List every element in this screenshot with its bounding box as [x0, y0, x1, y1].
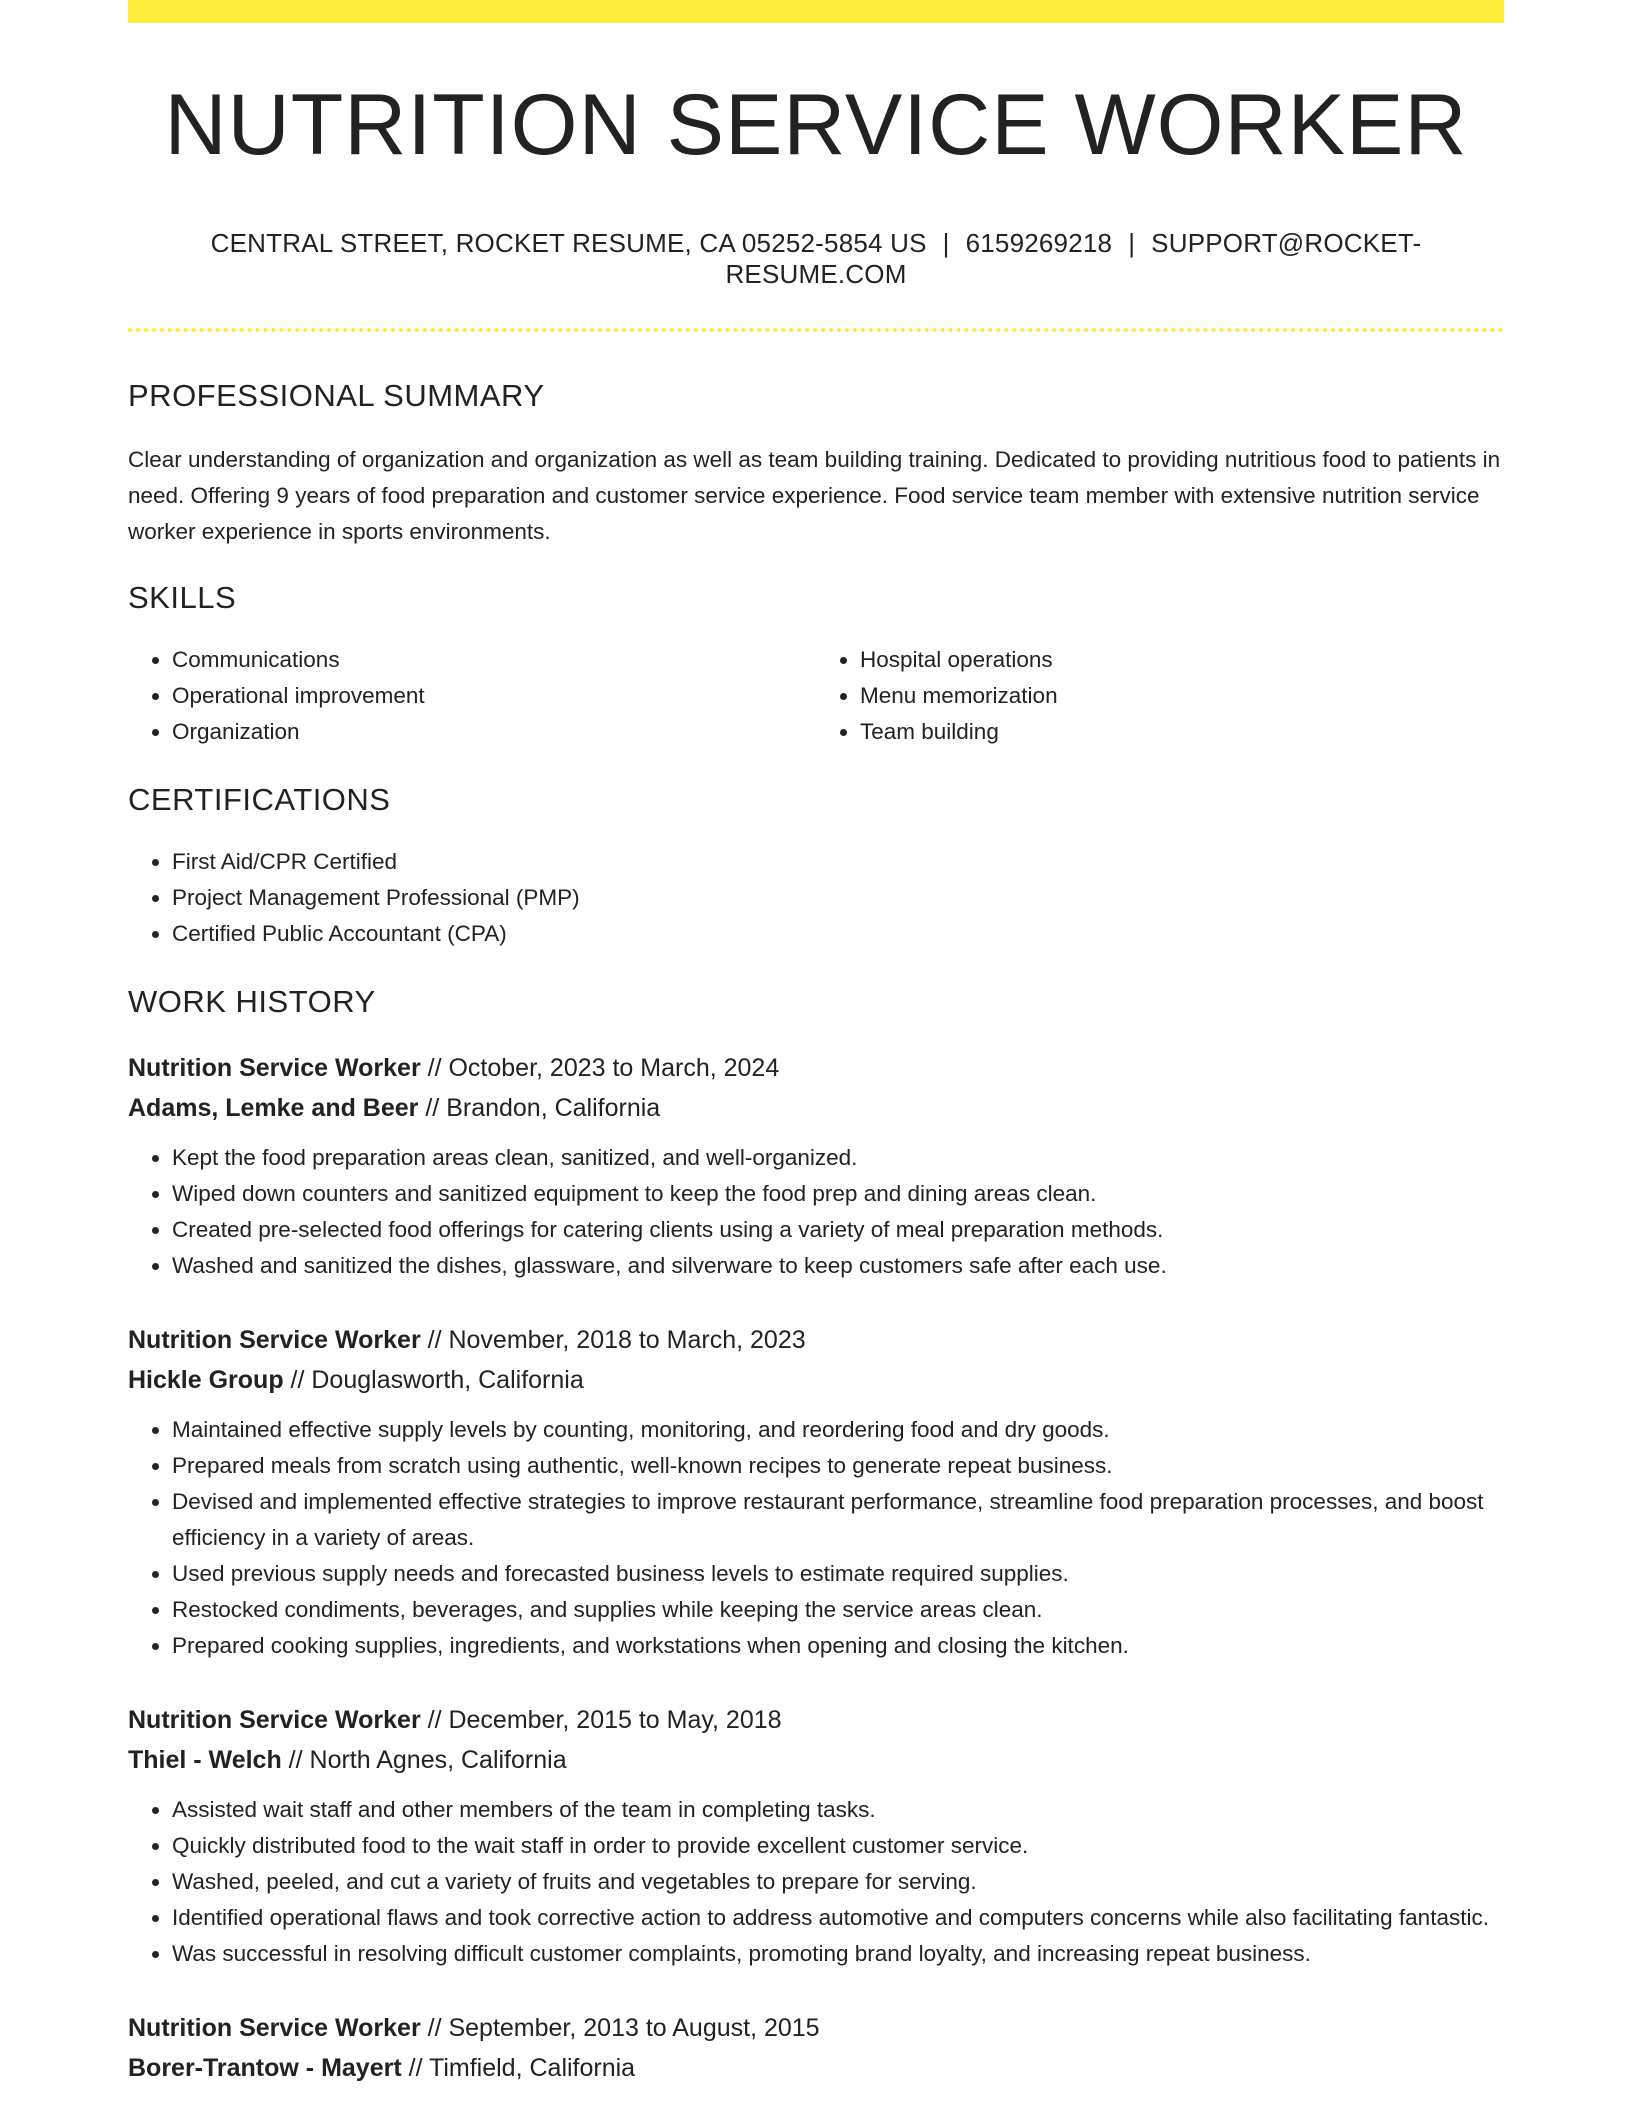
- skills-column-left: [128, 642, 816, 750]
- job-location: // Brandon, California: [418, 1094, 661, 1123]
- job-company-line: [128, 1088, 1504, 1128]
- job-bullet: • Assisted wait staff and other members of the team in completing tasks.: [172, 1792, 1504, 1828]
- job-company: Thiel - Welch: [128, 1746, 282, 1775]
- job-company: Borer-Trantow - Mayert: [128, 2054, 402, 2083]
- skill-item: • Hospital operations: [860, 642, 1504, 678]
- job-title-line: [128, 1700, 1504, 1740]
- job-bullet: • Washed, peeled, and cut a variety of fruits and vegetables to prepare for serving.: [172, 1864, 1504, 1900]
- job-dates: // December, 2015 to May, 2018: [420, 1706, 782, 1735]
- job-bullet: • Maintained effective supply levels by counting, monitoring, and reordering food and dry goods.: [172, 1412, 1504, 1448]
- contact-address: CENTRAL STREET, ROCKET RESUME, CA 05252-5854 US: [210, 228, 927, 259]
- header-divider: [128, 328, 1504, 332]
- contact-email[interactable]: SUPPORT@ROCKET-RESUME.COM: [725, 228, 1422, 290]
- job-bullet: • Prepared meals from scratch using authentic, well-known recipes to generate repeat business.: [172, 1448, 1504, 1484]
- job-title-line: [128, 1320, 1504, 1360]
- job-bullet: • Identified operational flaws and took corrective action to address automotive and computers concerns while also facilitating fantastic.: [172, 1900, 1504, 1936]
- candidate-name: NUTRITION SERVICE WORKER: [164, 77, 1468, 173]
- job-bullets: [128, 1792, 1504, 1972]
- certification-item: • Project Management Professional (PMP): [172, 880, 1504, 916]
- job-role: Nutrition Service Worker: [128, 1706, 421, 1735]
- job-title-line: [128, 1048, 1504, 1088]
- contact-phone[interactable]: 6159269218: [965, 228, 1113, 259]
- job-role: Nutrition Service Worker: [128, 2014, 421, 2043]
- job-title-line: [128, 2008, 1504, 2048]
- job-company: Adams, Lemke and Beer: [128, 1094, 419, 1123]
- skill-item: • Team building: [860, 714, 1504, 750]
- job-entry: [128, 1320, 1504, 1664]
- job-role: Nutrition Service Worker: [128, 1326, 421, 1355]
- contact-separator: |: [1128, 228, 1136, 259]
- skill-item: • Operational improvement: [172, 678, 816, 714]
- resume-page: [128, 0, 1504, 2088]
- accent-top-bar: [128, 0, 1504, 23]
- certifications-heading: CERTIFICATIONS: [128, 782, 391, 818]
- job-bullet: • Prepared cooking supplies, ingredients, and workstations when opening and closing the kitchen.: [172, 1628, 1504, 1664]
- job-entry: [128, 1700, 1504, 1972]
- skills-list: [128, 642, 1504, 750]
- job-role: Nutrition Service Worker: [128, 1054, 421, 1083]
- job-company-line: [128, 1740, 1504, 1780]
- job-company-line: [128, 1360, 1504, 1400]
- job-bullet: • Wiped down counters and sanitized equipment to keep the food prep and dining areas clean.: [172, 1176, 1504, 1212]
- job-bullet: • Washed and sanitized the dishes, glassware, and silverware to keep customers safe after each use.: [172, 1248, 1504, 1284]
- summary-text: Clear understanding of organization and organization as well as team building training. Dedicated to providing nutritious food to patients in need. Offering 9 years of food preparation and customer service experience. Food service team member with extensive nutrition service worker experience in sports environments.: [128, 447, 1501, 545]
- skill-item: • Organization: [172, 714, 816, 750]
- contact-line: [128, 228, 1504, 290]
- skill-item: • Menu memorization: [860, 678, 1504, 714]
- job-location: // Douglasworth, California: [283, 1366, 584, 1395]
- job-bullet: • Used previous supply needs and forecasted business levels to estimate required supplies.: [172, 1556, 1504, 1592]
- certification-item: • Certified Public Accountant (CPA): [172, 916, 1504, 952]
- contact-separator: |: [942, 228, 950, 259]
- job-entry: [128, 2008, 1504, 2088]
- skill-item: • Communications: [172, 642, 816, 678]
- job-bullet: • Kept the food preparation areas clean, sanitized, and well-organized.: [172, 1140, 1504, 1176]
- job-company-line: [128, 2048, 1504, 2088]
- certification-item: • First Aid/CPR Certified: [172, 844, 1504, 880]
- job-bullets: [128, 1412, 1504, 1664]
- job-location: // Timfield, California: [401, 2054, 636, 2083]
- skills-heading: SKILLS: [128, 580, 237, 616]
- certifications-list: [128, 844, 1504, 952]
- job-dates: // September, 2013 to August, 2015: [420, 2014, 820, 2043]
- work-history-heading: WORK HISTORY: [128, 984, 376, 1020]
- job-bullet: • Quickly distributed food to the wait staff in order to provide excellent customer service.: [172, 1828, 1504, 1864]
- job-dates: // November, 2018 to March, 2023: [420, 1326, 806, 1355]
- job-dates: // October, 2023 to March, 2024: [420, 1054, 780, 1083]
- job-entry: [128, 1048, 1504, 1284]
- job-location: // North Agnes, California: [281, 1746, 567, 1775]
- skills-column-right: [816, 642, 1504, 750]
- job-bullet: • Devised and implemented effective strategies to improve restaurant performance, streamline food preparation processes, and boost efficiency in a variety of areas.: [172, 1484, 1504, 1556]
- summary-heading: PROFESSIONAL SUMMARY: [128, 378, 545, 414]
- job-bullet: • Was successful in resolving difficult customer complaints, promoting brand loyalty, and increasing repeat business.: [172, 1936, 1504, 1972]
- job-bullet: • Restocked condiments, beverages, and supplies while keeping the service areas clean.: [172, 1592, 1504, 1628]
- job-company: Hickle Group: [128, 1366, 284, 1395]
- job-bullets: [128, 1140, 1504, 1284]
- job-bullet: • Created pre-selected food offerings for catering clients using a variety of meal preparation methods.: [172, 1212, 1504, 1248]
